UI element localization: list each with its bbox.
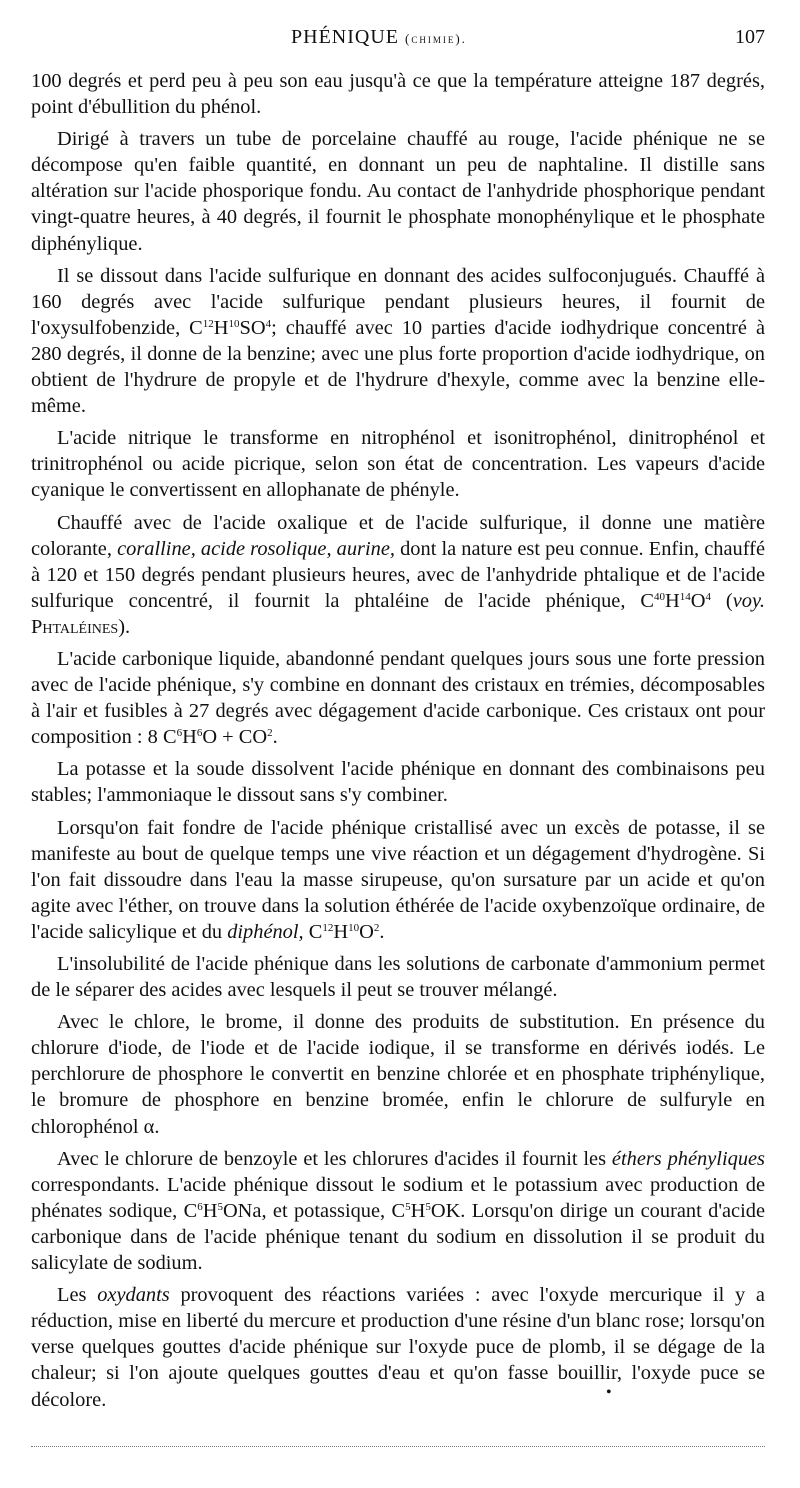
paragraph: 100 degrés et perd peu à peu son eau jusqu'à ce que la température atteigne 187 degrés, point d'ébullition du phénol. <box>31 70 765 119</box>
body-text <box>31 68 765 1413</box>
paragraph: L'acide nitrique le transforme en nitrophénol et isonitrophénol, dinitrophénol et trinitrophénol ou acide picrique, selon son état de concentration. Les vapeurs d'acide cyanique le convertissent en allophanate de phényle. <box>31 427 765 502</box>
paragraph: L'acide carbonique liquide, abandonné pendant quelques jours sous une forte pression avec de l'acide phénique, s'y combine en donnant des cristaux en trémies, décomposables à l'air et fusibles à 27 degrés avec dégagement d'acide carbonique. Ces cristaux ont pour composition : 8 $C^6H^6O + CO^2$. <box>31 647 765 749</box>
page-number: 107 <box>735 26 765 48</box>
italic-text: voy. <box>732 589 766 612</box>
superscript: 2 <box>267 727 273 740</box>
superscript: 6 <box>176 727 183 740</box>
superscript: 5 <box>425 1200 431 1213</box>
paragraph: Dirigé à travers un tube de porcelaine chauffé au rouge, l'acide phénique ne se décompose qu'en faible quantité, en donnant un peu de naphtaline. Il distille sans altération sur l'acide phosporique fondu. Au contact de l'anhydride phosphorique pendant vingt-quatre heures, à 40 degrés, il fournit le phosphate monophénylique et le phosphate diphénylique. <box>31 128 765 255</box>
page <box>31 26 765 1419</box>
superscript: 6 <box>196 727 203 740</box>
italic-text: éthers phényliques <box>611 1147 765 1170</box>
stray-dot: • <box>606 1384 612 1401</box>
paragraph: Chauffé avec de l'acide oxalique et de l'acide sulfurique, il donne une matière colorante, coralline, acide rosolique, aurine, dont la nature est peu connue. Enfin, chauffé à 120 et 150 degrés pendant plusieurs heures, avec de l'anhydride phtalique et de l'acide sulfurique concentré, il fournit la phtaléine de l'acide phénique, $C^{40}H^{14}O^4$ (voy. Phtaléines). <box>31 511 766 638</box>
italic-text: oxydants <box>97 1284 170 1307</box>
running-title <box>291 26 467 49</box>
paragraph: Les oxydants provoquent des réactions variées : avec l'oxyde mercurique il y a réduction, mise en liberté du mercure et production d'une résine d'un blanc rose; lorsqu'on verse quelques gouttes d'acide phénique sur l'oxyde puce de plomb, il se dégage de la chaleur; si l'on ajoute quelques gouttes d'eau et qu'on fasse bouillir, l'oxyde puce se décolore. <box>31 1284 765 1411</box>
superscript: 2 <box>373 921 380 934</box>
superscript: 12 <box>322 921 334 934</box>
small-caps-text: Phtaléines <box>31 615 119 638</box>
superscript: 14 <box>679 590 691 603</box>
italic-text: coralline, acide rosolique, aurine, <box>117 537 395 560</box>
superscript: 5 <box>405 1200 411 1213</box>
paragraph: Lorsqu'on fait fondre de l'acide phénique cristallisé avec un excès de potasse, il se manifeste au bout de quelque temps une vive réaction et un dégagement d'hydrogène. Si l'on fait dissoudre dans l'eau la masse sirupeuse, qu'on sursature par un acide et qu'on agite avec l'éther, on trouve dans la solution éthérée de l'acide oxybenzoïque ordinaire, de l'acide salicylique et du diphénol, $C^{12}H^{10}O^2$. <box>31 816 765 943</box>
superscript: 10 <box>228 317 240 330</box>
paragraph: Il se dissout dans l'acide sulfurique en donnant des acides sulfoconjugués. Chauffé à 160 degrés avec l'acide sulfurique pendant plusieurs heures, il fournit de l'oxysulfobenzide, $C^{12}H^{10}SO^4$; chauffé avec 10 parties d'acide iodhydrique concentré à 280 degrés, il donne de la benzine; avec une plus forte proportion d'acide iodhydrique, on obtient de l'hydrure de propyle et de l'hydrure d'hexyle, comme avec la benzine elle-même. <box>31 264 765 418</box>
superscript: 12 <box>202 317 214 330</box>
superscript: 40 <box>654 590 665 603</box>
running-header <box>31 26 765 56</box>
superscript: 10 <box>348 921 360 934</box>
header-title: PHÉNIQUE <box>291 26 399 48</box>
superscript: 5 <box>217 1200 223 1213</box>
italic-text: diphénol, <box>227 920 304 943</box>
header-subtitle: (chimie). <box>405 31 467 46</box>
superscript: 6 <box>197 1200 203 1213</box>
superscript: 4 <box>705 590 711 603</box>
paragraph: L'insolubilité de l'acide phénique dans les solutions de carbonate d'ammonium permet de le séparer des acides avec lesquels il peut se trouver mélangé. <box>31 953 765 1002</box>
paragraph: La potasse et la soude dissolvent l'acide phénique en donnant des combinaisons peu stables; l'ammoniaque le dissout sans s'y combiner. <box>31 758 765 807</box>
superscript: 4 <box>265 317 272 330</box>
footer-dotted-rule <box>31 1446 765 1447</box>
paragraph: Avec le chlore, le brome, il donne des produits de substitution. En présence du chlorure d'iode, de l'iode et de l'acide iodique, il se transforme en dérivés iodés. Le perchlorure de phosphore le convertit en benzine chlorée et en phosphate triphénylique, le bromure de phosphore en benzine bromée, enfin le chlorure de sulfuryle en chlorophénol α. <box>31 1011 765 1138</box>
paragraph: Avec le chlorure de benzoyle et les chlorures d'acides il fournit les éthers phényliques correspondants. L'acide phénique dissout le sodium et le potassium avec production de phénates sodique, $C^6H^5ONa$, et potassique, $C^5H^5OK$. Lorsqu'on dirige un courant d'acide carbonique dans de l'acide phénique tenant du sodium en dissolution il se produit du salicylate de sodium. <box>31 1147 766 1275</box>
